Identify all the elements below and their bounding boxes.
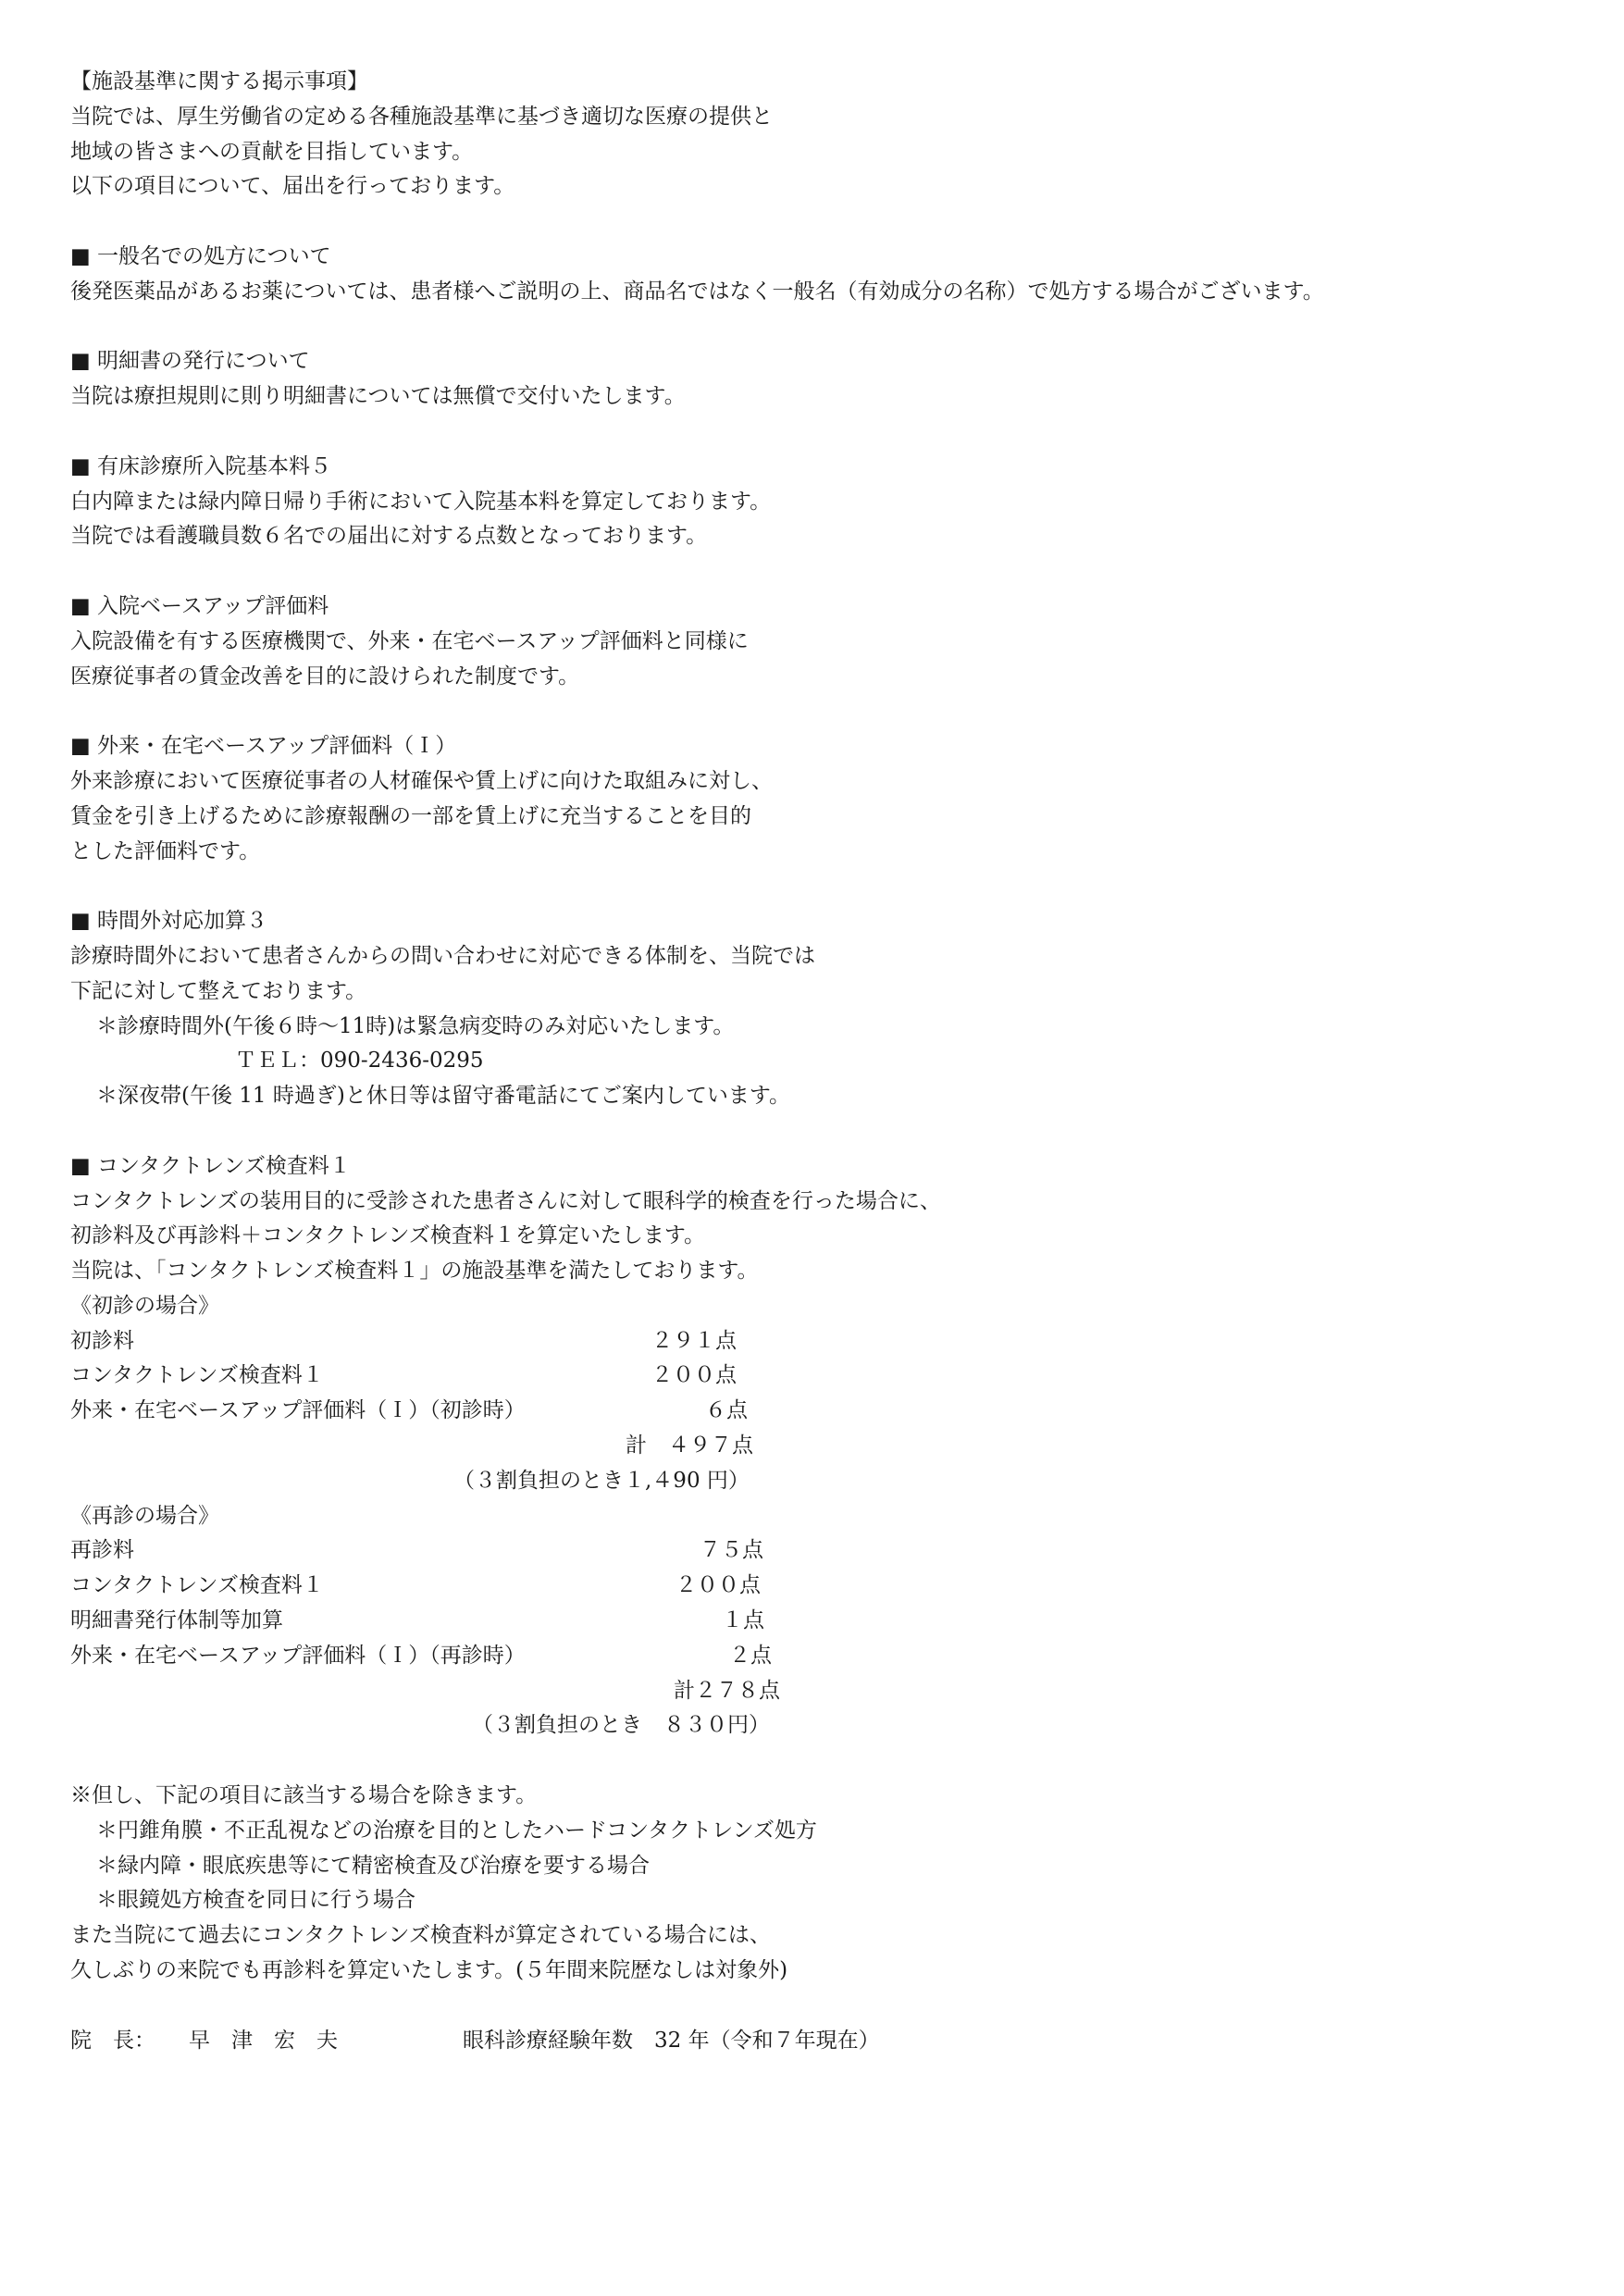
fee-label: コンタクトレンズ検査料１ bbox=[70, 1573, 324, 1598]
section-text: また当院にて過去にコンタクトレンズ検査料が算定されている場合には、 bbox=[70, 1923, 771, 1948]
return-visit-heading: 《再診の場合》 bbox=[70, 1503, 219, 1528]
section-text: 入院設備を有する医療機関で、外来・在宅ベースアップ評価料と同様に bbox=[70, 628, 749, 653]
section-text: 当院は、「コンタクトレンズ検査料１」の施設基準を満たしております。 bbox=[70, 1259, 759, 1284]
section-heading-inpatient: ■ 有床診療所入院基本料５ bbox=[70, 453, 332, 478]
fee-label: 外来・在宅ベースアップ評価料（Ｉ）（初診時） bbox=[70, 1398, 526, 1423]
section-heading-contact-lens: ■ コンタクトレンズ検査料１ bbox=[70, 1153, 351, 1178]
fee-total: 計 ４９７点 bbox=[626, 1433, 753, 1458]
section-text: 当院では看護職員数６名での届出に対する点数となっております。 bbox=[70, 524, 708, 549]
copay-note: （３割負担のとき ８３０円） bbox=[472, 1713, 770, 1738]
section-text: 久しぶりの来院でも再診料を算定いたします。(５年間来院歴なしは対象外) bbox=[70, 1958, 788, 1983]
fee-value: ２００点 bbox=[676, 1573, 761, 1598]
fee-row bbox=[70, 1533, 1569, 1569]
fee-row bbox=[70, 1324, 1569, 1359]
fee-value: １点 bbox=[722, 1608, 764, 1633]
director-signature bbox=[70, 2024, 1569, 2059]
fee-row bbox=[70, 1604, 1569, 1639]
section-text: 当院は療担規則に則り明細書については無償で交付いたします。 bbox=[70, 384, 686, 409]
director-role: 院 長： bbox=[70, 2028, 155, 2053]
fee-total: 計２７８点 bbox=[674, 1678, 780, 1703]
section-heading-afterhours: ■ 時間外対応加算３ bbox=[70, 909, 268, 934]
director-experience: 眼科診療経験年数 32 年（令和７年現在） bbox=[463, 2028, 880, 2053]
doc-title: 【施設基準に関する掲示事項】 bbox=[70, 69, 368, 93]
section-text: 初診料及び再診料＋コンタクトレンズ検査料１を算定いたします。 bbox=[70, 1223, 705, 1248]
copay-note: （３割負担のとき１,４90 円） bbox=[453, 1468, 750, 1493]
afterhours-note: ＊診療時間外(午後６時〜11時)は緊急病変時のみ対応いたします。 bbox=[96, 1013, 735, 1038]
notice-document bbox=[70, 65, 1569, 2058]
section-text: 賃金を引き上げるために診療報酬の一部を賃上げに充当することを目的 bbox=[70, 803, 751, 828]
first-visit-heading: 《初診の場合》 bbox=[70, 1293, 219, 1318]
fee-row bbox=[70, 1569, 1569, 1604]
section-text: 白内障または緑内障日帰り手術において入院基本料を算定しております。 bbox=[70, 489, 772, 514]
intro-line: 以下の項目について、届出を行っております。 bbox=[70, 174, 515, 199]
fee-row bbox=[70, 1394, 1569, 1429]
exception-item: ＊眼鏡処方検査を同日に行う場合 bbox=[96, 1888, 415, 1913]
section-text: 下記に対して整えております。 bbox=[70, 978, 367, 1003]
section-heading-statement: ■ 明細書の発行について bbox=[70, 349, 310, 374]
phone-number: ＴＥＬ：090-2436-0295 bbox=[235, 1049, 484, 1074]
exception-item: ＊円錐角膜・不正乱視などの治療を目的としたハードコンタクトレンズ処方 bbox=[96, 1818, 817, 1843]
fee-label: 外来・在宅ベースアップ評価料（Ｉ）（再診時） bbox=[70, 1643, 526, 1668]
fee-label: 再診料 bbox=[70, 1538, 134, 1563]
section-text: 後発医薬品があるお薬については、患者様へご説明の上、商品名ではなく一般名（有効成分の名称）で処方する場合がございます。 bbox=[70, 279, 1324, 304]
section-heading-generic: ■ 一般名での処方について bbox=[70, 243, 331, 268]
section-text: コンタクトレンズの装用目的に受診された患者さんに対して眼科学的検査を行った場合に、 bbox=[70, 1188, 941, 1213]
fee-value: ２点 bbox=[729, 1643, 772, 1668]
section-heading-baseup-outpatient: ■ 外来・在宅ベースアップ評価料（Ｉ） bbox=[70, 734, 457, 759]
section-text: 外来診療において医療従事者の人材確保や賃上げに向けた取組みに対し、 bbox=[70, 768, 773, 793]
director-name: 早 津 宏 夫 bbox=[189, 2028, 338, 2053]
section-text: 診療時間外において患者さんからの問い合わせに対応できる体制を、当院では bbox=[70, 943, 815, 968]
fee-row bbox=[70, 1359, 1569, 1394]
fee-row bbox=[70, 1639, 1569, 1674]
afterhours-note: ＊深夜帯(午後 11 時過ぎ)と休日等は留守番電話にてご案内しています。 bbox=[96, 1084, 790, 1109]
exception-item: ＊緑内障・眼底疾患等にて精密検査及び治療を要する場合 bbox=[96, 1853, 650, 1878]
section-text: とした評価料です。 bbox=[70, 838, 261, 863]
fee-value: ２９１点 bbox=[651, 1328, 737, 1353]
fee-label: 明細書発行体制等加算 bbox=[70, 1608, 283, 1633]
intro-line: 地域の皆さまへの貢献を目指しています。 bbox=[70, 139, 474, 164]
section-heading-baseup-inpatient: ■ 入院ベースアップ評価料 bbox=[70, 593, 329, 618]
fee-value: ２００点 bbox=[651, 1363, 737, 1388]
fee-value: ６点 bbox=[705, 1398, 748, 1423]
fee-value: ７５点 bbox=[700, 1538, 763, 1563]
section-text: 医療従事者の賃金改善を目的に設けられた制度です。 bbox=[70, 664, 580, 689]
intro-line: 当院では、厚生労働省の定める各種施設基準に基づき適切な医療の提供と bbox=[70, 104, 773, 129]
fee-label: 初診料 bbox=[70, 1328, 134, 1353]
fee-label: コンタクトレンズ検査料１ bbox=[70, 1363, 324, 1388]
exceptions-heading: ※但し、下記の項目に該当する場合を除きます。 bbox=[70, 1783, 538, 1808]
